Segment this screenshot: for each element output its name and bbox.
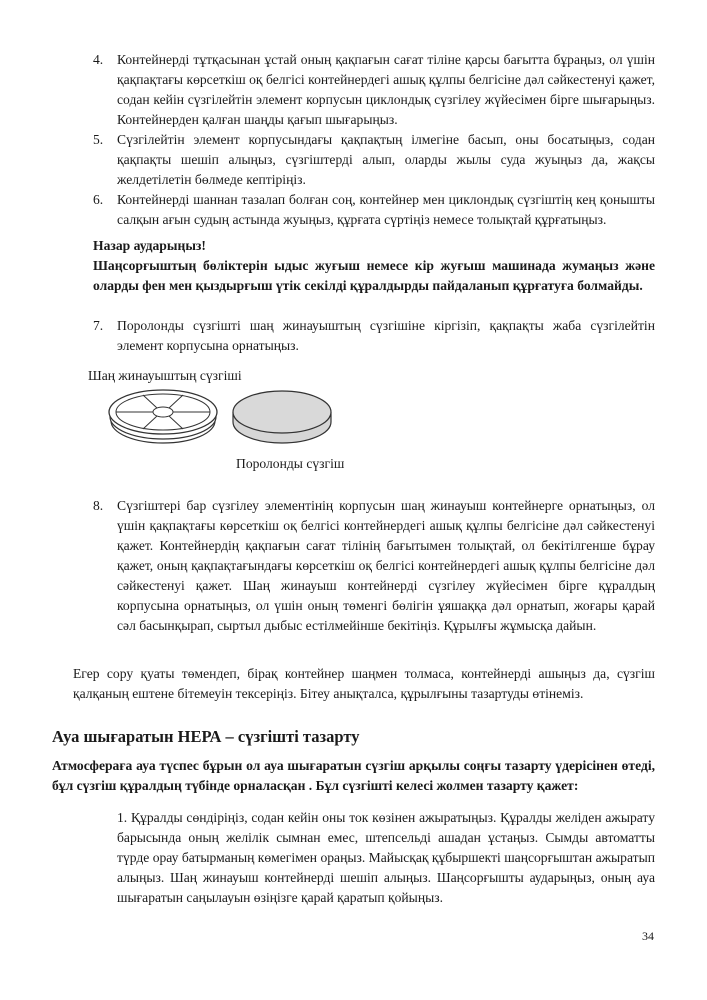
warning-title: Назар аударыңыз!	[93, 238, 206, 253]
note-paragraph: Егер сору қуаты төмендеп, бірақ контейнер шаңмен толмаса, контейнерді ашыңыз да, сүзгіш қалқаның ештене бітемеуін тексеріңіз. Бітеу анықталса, құрылғыны тазартуды өтінеміз.	[73, 666, 655, 701]
item-text: Контейнерді шаннан тазалап болған соң, контейнер мен циклондық сүзгіштің кең қонышты салқын ағын судың астында жуыңыз, құрғата сүртіңіз немесе толықтай құрғатыңыз.	[117, 192, 655, 227]
section-intro: Атмосфераға ауа түспес бұрын ол ауа шығаратын сүзгіш арқылы соңғы тазарту үдерісінен өтеді, бұл сүзгіш құралдың түбінде орналасқан . Бұл сүзгішті келесі жолмен тазарту қажет:	[52, 758, 655, 793]
dust-filter-illustration	[105, 385, 225, 447]
item-text: Сүзгіштері бар сүзгілеу элементінің корпусын шаң жинауыш контейнерге орнатыңыз, ол үшін қақпақтағы көрсеткіш оқ белгісі контейнердегі ашық құлпы белгісіне дәл сәйкестенуі қажет. Контейнердің қақпағын сағат тілінің бағытымен толықтай, ол бекітілгенше бұрау қажет, оның қақпақтағындағы көрсеткіш оқ белгісі контейнердегі ашық құлпы белгісіне дәл сәйкестенуі қажет. Шаң жинауыш контейнерді сүзгілеу жүйесімен бірге құралдың корпусына орнатыңыз, ол үшін оның төменгі бөлігін ұяшаққа дәл орнатып, жоғары қарай сәл басынқырап, сыртыл дыбыс естілмейінше бекітіңіз. Құрылғы жұмысқа дайын.	[117, 498, 655, 633]
item-number: 6.	[93, 192, 104, 207]
section-heading: Ауа шығаратын НЕРА – сүзгішті тазарту	[52, 727, 360, 746]
list-item-6	[93, 190, 655, 230]
warning-text: Шаңсорғыштың бөліктерін ыдыс жуғыш немесе кір жуғыш машинада жумаңыз және оларды фен мен қыздырғыш үтік секілді құралдырды пайдаланып құрғатуға болмайды.	[93, 258, 655, 293]
item-number: 5.	[93, 132, 104, 147]
foam-filter-caption: Поролонды сүзгіш	[236, 456, 345, 471]
item-text: Поролонды сүзгішті шаң жинауыштың сүзгішіне кіргізіп, қақпақты жаба сүзгілейтін элемент корпусына орнатыңыз.	[117, 318, 655, 353]
page-number: 34	[642, 929, 654, 943]
item-text: Контейнерді тұтқасынан ұстай оның қақпағын сағат тіліне қарсы бағытта бұраңыз, ол үшін қақпақтағы көрсеткіш оқ белгісі контейнердегі ашық құлпы белгісіне дәл сәйкестенуі қажет, содан кейін сүзгілейтін элемент корпусын циклондық сүзгілеу жүйесімен бірге шығарыңыз. Контейнерден қалған шаңды қағып шығарыңыз.	[117, 52, 655, 127]
item-number: 4.	[93, 52, 104, 67]
step-1: 1. Құралды сөндіріңіз, содан кейін оны ток көзінен ажыратыңыз. Құралды желіден ажырату барысында оның желілік сымнан емес, штепсельді ашадан ұстаңыз. Сымды автоматты түрде орау батырманың көмегімен ораңыз. Майысқақ құбыршекті шаңсорғыштан ажыратып алыңыз. Шаң жинауыш контейнерді шешіп алыңыз. Шаңсорғышты аударыңыз, оның ауа шығаратын саңылауын өзіңізге қарай қаратып қойыңыз.	[117, 810, 655, 905]
list-item-8	[93, 496, 655, 636]
foam-filter-illustration	[230, 388, 335, 448]
list-item-7	[93, 316, 655, 356]
item-number: 7.	[93, 318, 104, 333]
list-item-4	[93, 50, 655, 130]
item-number: 8.	[93, 498, 104, 513]
list-item-5	[93, 130, 655, 190]
item-text: Сүзгілейтін элемент корпусындағы қақпақтың ілмегіне басып, оны босатыңыз, содан қақпақты шешіп алыңыз, сүзгіштерді алып, оларды жылы суда жуыңыз да, жақсы желдетілетін бөлмеде кептіріңіз.	[117, 132, 655, 187]
dust-filter-caption: Шаң жинауыштың сүзгіші	[88, 368, 242, 383]
